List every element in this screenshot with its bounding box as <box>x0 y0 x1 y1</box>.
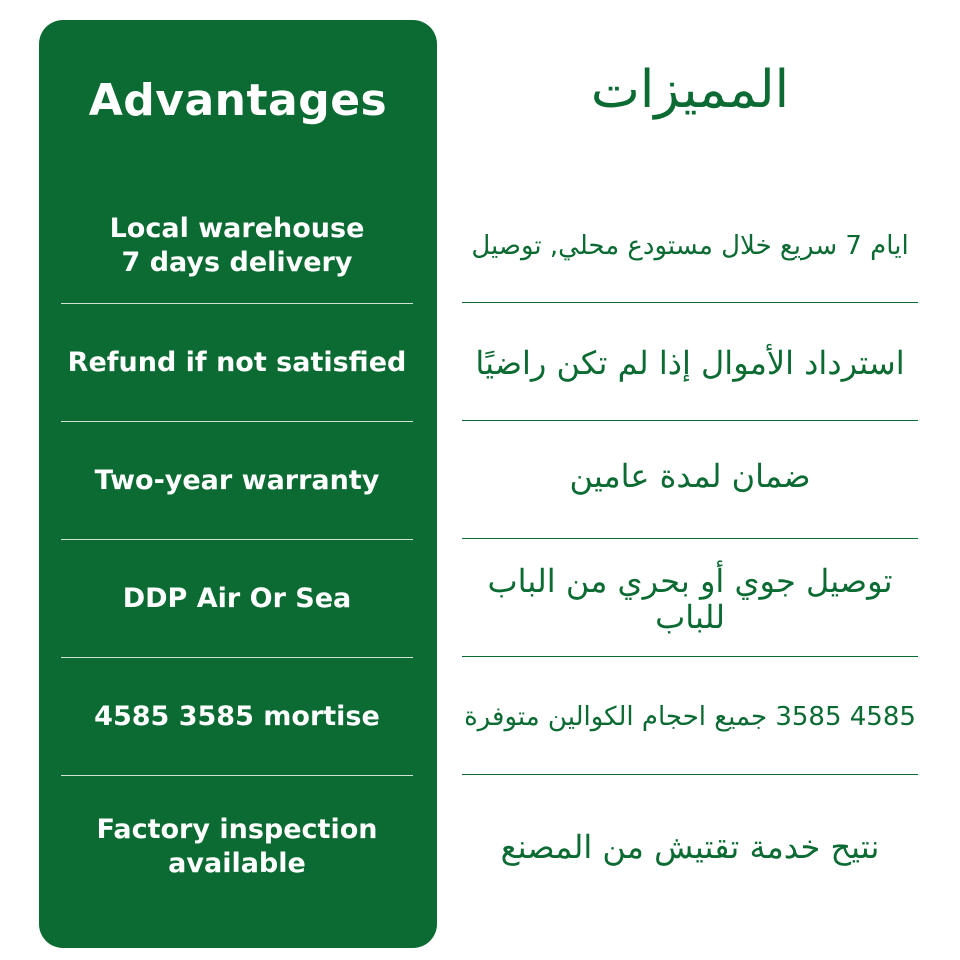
english-row-divider <box>61 775 413 776</box>
english-advantage-line: available <box>168 848 306 879</box>
english-advantage-ddp <box>61 541 413 656</box>
english-advantage-line: Factory inspection <box>96 814 378 845</box>
english-advantage-refund <box>61 305 413 420</box>
english-row-divider <box>61 657 413 658</box>
english-advantage-factory-inspection <box>61 777 413 917</box>
arabic-row-divider <box>462 774 918 775</box>
english-title: Advantages <box>88 75 388 126</box>
english-advantage-line: 7 days delivery <box>121 247 353 278</box>
arabic-advantage-warranty: ضمان لمدة عامين <box>569 456 811 495</box>
english-advantage-line: 4585 3585 mortise <box>94 700 380 732</box>
english-advantage-line: Local warehouse <box>109 213 365 244</box>
english-advantage-local-warehouse <box>61 190 413 302</box>
arabic-row-divider <box>462 656 918 657</box>
arabic-title: المميزات <box>590 60 790 120</box>
arabic-advantage-ddp: توصيل جوي أو بحري من الباب للباب <box>487 561 893 636</box>
english-row-divider <box>61 539 413 540</box>
english-advantage-line: DDP Air Or Sea <box>122 582 352 614</box>
english-advantage-mortise <box>61 659 413 774</box>
english-row-divider <box>61 303 413 304</box>
arabic-advantage-refund: استرداد الأموال إذا لم تكن راضيًا <box>475 343 905 382</box>
english-advantage-warranty <box>61 423 413 538</box>
english-row-divider <box>61 421 413 422</box>
english-advantage-line: Two-year warranty <box>94 464 380 496</box>
arabic-advantage-mortise: 4585 3585 جميع احجام الكوالين متوفرة <box>464 701 916 732</box>
arabic-row-divider <box>462 302 918 303</box>
english-advantage-line: Refund if not satisfied <box>67 346 407 378</box>
arabic-advantage-factory-inspection: نتيح خدمة تقتيش من المصنع <box>500 828 880 866</box>
arabic-advantage-local-warehouse: ايام 7 سريع خلال مستودع محلي, توصيل <box>471 231 909 261</box>
arabic-row-divider <box>462 538 918 539</box>
